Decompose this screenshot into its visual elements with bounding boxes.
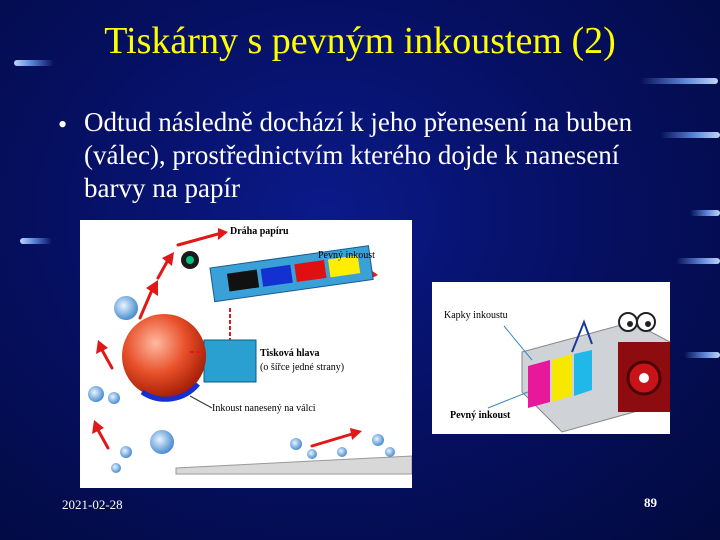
- label-print-head: Tisková hlava: [260, 348, 320, 359]
- background-streak: [640, 78, 718, 84]
- bullet-text: Odtud následně dochází k jeho přenesení na buben (válec), prostřednictvím kterého dojde k nanesení barvy na papír: [84, 107, 633, 203]
- solid-ink-printer-diagram: [80, 220, 412, 488]
- bullet-marker: •: [58, 110, 68, 139]
- background-streak: [684, 352, 720, 358]
- label-print-head-note: (o šířce jedné strany): [260, 362, 345, 373]
- paper-sheet: [176, 456, 412, 474]
- slide-title: Tiskárny s pevným inkoustem (2): [104, 20, 616, 62]
- background-streak: [20, 238, 52, 244]
- label-paper-path: Dráha papíru: [230, 226, 289, 237]
- footer-date: 2021-02-28: [62, 497, 123, 512]
- label-ink-on-drum: Inkoust nanesený na válci: [212, 403, 316, 414]
- background-streak: [690, 210, 720, 216]
- ink-drops-diagram: [432, 282, 670, 434]
- print-head: [204, 340, 256, 382]
- slide-number: 89: [644, 495, 657, 510]
- label-solid-ink-2: Pevný inkoust: [450, 410, 511, 421]
- background-streak: [676, 258, 720, 264]
- label-solid-ink: Pevný inkoust: [318, 250, 375, 261]
- label-ink-drops: Kapky inkoustu: [444, 310, 508, 321]
